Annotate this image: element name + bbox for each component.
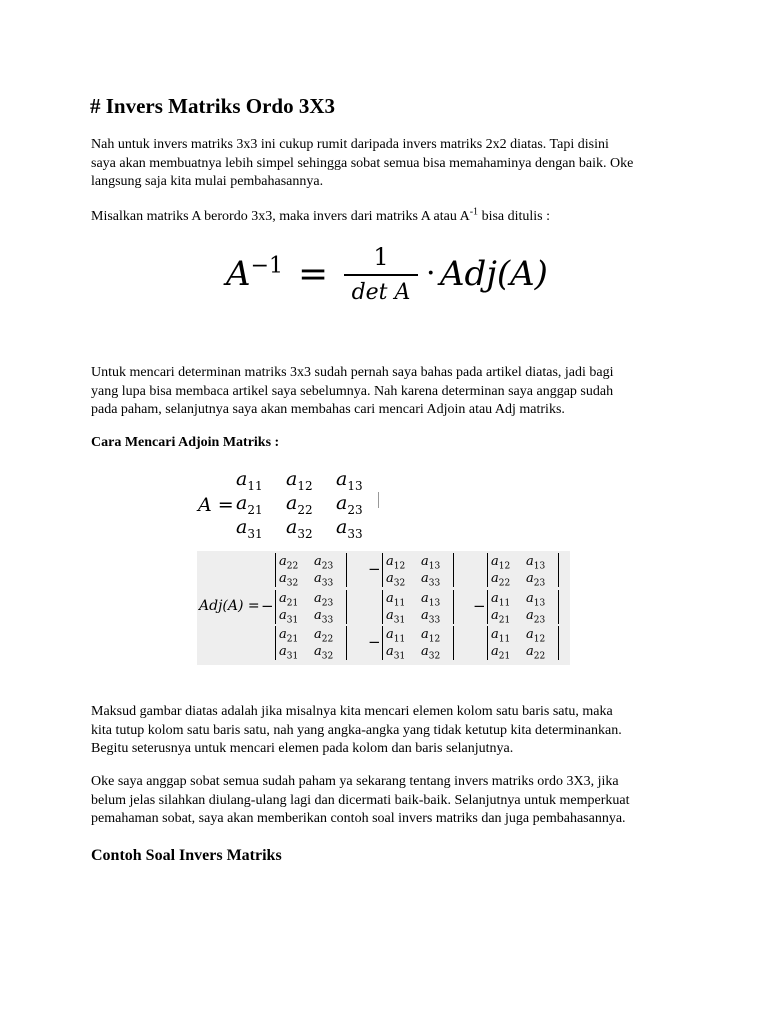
- text-cursor: [378, 492, 379, 508]
- cofactor-element: $a_{32}$: [314, 644, 334, 662]
- cofactor-element: $a_{12}$: [386, 554, 406, 572]
- cofactor-element: $a_{11}$: [386, 591, 406, 609]
- cofactor-element: $a_{21}$: [279, 591, 299, 609]
- cofactor-element: $a_{23}$: [526, 571, 546, 589]
- text-line: Untuk mencari determinan matriks 3x3 sudah pernah saya bahas pada artikel diatas, jadi bagi: [91, 365, 614, 380]
- cofactor-determinant: [275, 590, 347, 624]
- adjoint-matrix: [197, 551, 570, 665]
- text-line: [91, 208, 691, 227]
- fraction-denominator: det A: [351, 280, 411, 305]
- cofactor-element: $a_{31}$: [279, 608, 299, 626]
- text-line: Oke saya anggap sobat semua sudah paham ya sekarang tentang invers matriks ordo 3X3, jika: [91, 774, 619, 789]
- formula-exponent: −1: [250, 253, 283, 279]
- matrix-a-label: A =: [198, 494, 234, 516]
- cofactor-element: $a_{21}$: [279, 627, 299, 645]
- paragraph-definition: [91, 208, 691, 227]
- cofactor-determinant: [382, 590, 454, 624]
- cofactor-element: $a_{33}$: [421, 571, 441, 589]
- formula-dot: ·: [426, 256, 436, 291]
- text-line: kita tutup kolom satu baris satu, nah yang angka-angka yang tidak ketutup kita determinankan.: [91, 722, 622, 738]
- cofactor-element: $a_{31}$: [279, 644, 299, 662]
- subheading-contoh: Contoh Soal Invers Matriks: [91, 847, 282, 864]
- cofactor-determinant: [382, 553, 454, 587]
- cofactor-element: $a_{13}$: [421, 591, 441, 609]
- superscript: -1: [469, 206, 479, 218]
- cofactor-determinant: [487, 626, 559, 660]
- cofactor-element: $a_{21}$: [491, 644, 511, 662]
- paragraph-intro: [91, 136, 691, 192]
- matrix-a-element: $a_{31}$: [236, 516, 263, 541]
- cofactor-element: $a_{22}$: [279, 554, 299, 572]
- cofactor-element: $a_{11}$: [491, 591, 511, 609]
- cofactor-element: $a_{23}$: [526, 608, 546, 626]
- matrix-a-element: $a_{13}$: [336, 468, 363, 493]
- formula-fraction: [338, 242, 424, 308]
- formula-equals: =: [298, 254, 329, 295]
- matrix-a: [198, 468, 398, 542]
- cofactor-element: $a_{32}$: [386, 571, 406, 589]
- fraction-numerator: 1: [373, 243, 389, 271]
- fraction-bar: [344, 274, 418, 276]
- matrix-a-element: $a_{23}$: [336, 492, 363, 517]
- cofactor-element: $a_{12}$: [421, 627, 441, 645]
- matrix-a-element: $a_{11}$: [236, 468, 263, 493]
- cofactor-element: $a_{22}$: [491, 571, 511, 589]
- cofactor-determinant: [487, 590, 559, 624]
- cofactor-element: $a_{31}$: [386, 608, 406, 626]
- adjoint-label: Adj(A) =: [199, 598, 260, 614]
- cofactor-element: $a_{21}$: [491, 608, 511, 626]
- text-line: Nah untuk invers matriks 3x3 ini cukup rumit daripada invers matriks 2x2 diatas. Tapi disini: [91, 137, 609, 152]
- minus-sign: −: [261, 597, 274, 615]
- cofactor-determinant: [487, 553, 559, 587]
- formula-rhs: Adj(A): [440, 254, 548, 294]
- cofactor-element: $a_{12}$: [491, 554, 511, 572]
- cofactor-element: $a_{22}$: [526, 644, 546, 662]
- paragraph-determinant: [91, 364, 691, 420]
- minus-sign: −: [473, 597, 486, 615]
- cofactor-element: $a_{33}$: [421, 608, 441, 626]
- matrix-a-element: $a_{12}$: [286, 468, 313, 493]
- inverse-formula: [226, 242, 556, 318]
- text-line: langsung saja kita mulai pembahasannya.: [91, 174, 324, 189]
- matrix-a-element: $a_{21}$: [236, 492, 263, 517]
- text-line: saya akan membuatnya lebih simpel sehingga sobat semua bisa memahaminya dengan baik. Oke: [91, 155, 634, 171]
- text-line: belum jelas silahkan diulang-ulang lagi dan dicermati baik-baik. Selanjutnya untuk memperkuat: [91, 792, 630, 808]
- cofactor-element: $a_{23}$: [314, 554, 334, 572]
- text-line: pemahaman sobat, saya akan memberikan contoh soal invers matriks dan juga pembahasannya.: [91, 811, 626, 826]
- cofactor-element: $a_{23}$: [314, 591, 334, 609]
- paragraph-explanation: [91, 703, 691, 759]
- cofactor-element: $a_{12}$: [526, 627, 546, 645]
- text-line: yang lupa bisa membaca artikel saya sebelumnya. Nah karena determinan saya anggap sudah: [91, 383, 614, 399]
- cofactor-element: $a_{32}$: [279, 571, 299, 589]
- cofactor-element: $a_{31}$: [386, 644, 406, 662]
- matrix-a-element: $a_{32}$: [286, 516, 313, 541]
- text-line: Maksud gambar diatas adalah jika misalnya kita mencari elemen kolom satu baris satu, maka: [91, 704, 613, 719]
- matrix-a-element: $a_{33}$: [336, 516, 363, 541]
- cofactor-element: $a_{13}$: [526, 554, 546, 572]
- cofactor-element: $a_{13}$: [526, 591, 546, 609]
- paragraph-conclusion: [91, 773, 691, 829]
- cofactor-element: $a_{11}$: [386, 627, 406, 645]
- cofactor-element: $a_{11}$: [491, 627, 511, 645]
- cofactor-element: $a_{33}$: [314, 608, 334, 626]
- cofactor-determinant: [275, 553, 347, 587]
- cofactor-determinant: [382, 626, 454, 660]
- subheading-adjoin: Cara Mencari Adjoin Matriks :: [91, 435, 280, 450]
- text-line: Begitu seterusnya untuk mencari elemen pada kolom dan baris selanjutnya.: [91, 741, 514, 756]
- formula-lhs: $A^{-1}$: [226, 253, 283, 294]
- matrix-a-element: $a_{22}$: [286, 492, 313, 517]
- text-after: bisa ditulis :: [478, 209, 551, 224]
- cofactor-element: $a_{32}$: [421, 644, 441, 662]
- cofactor-determinant: [275, 626, 347, 660]
- section-title: # Invers Matriks Ordo 3X3: [90, 94, 335, 118]
- cofactor-element: $a_{33}$: [314, 571, 334, 589]
- minus-sign: −: [368, 633, 381, 651]
- cofactor-element: $a_{22}$: [314, 627, 334, 645]
- text-before: Misalkan matriks A berordo 3x3, maka invers dari matriks A atau A: [91, 209, 470, 224]
- cofactor-element: $a_{13}$: [421, 554, 441, 572]
- text-line: pada paham, selanjutnya saya akan membahas cari mencari Adjoin atau Adj matriks.: [91, 402, 565, 417]
- minus-sign: −: [368, 560, 381, 578]
